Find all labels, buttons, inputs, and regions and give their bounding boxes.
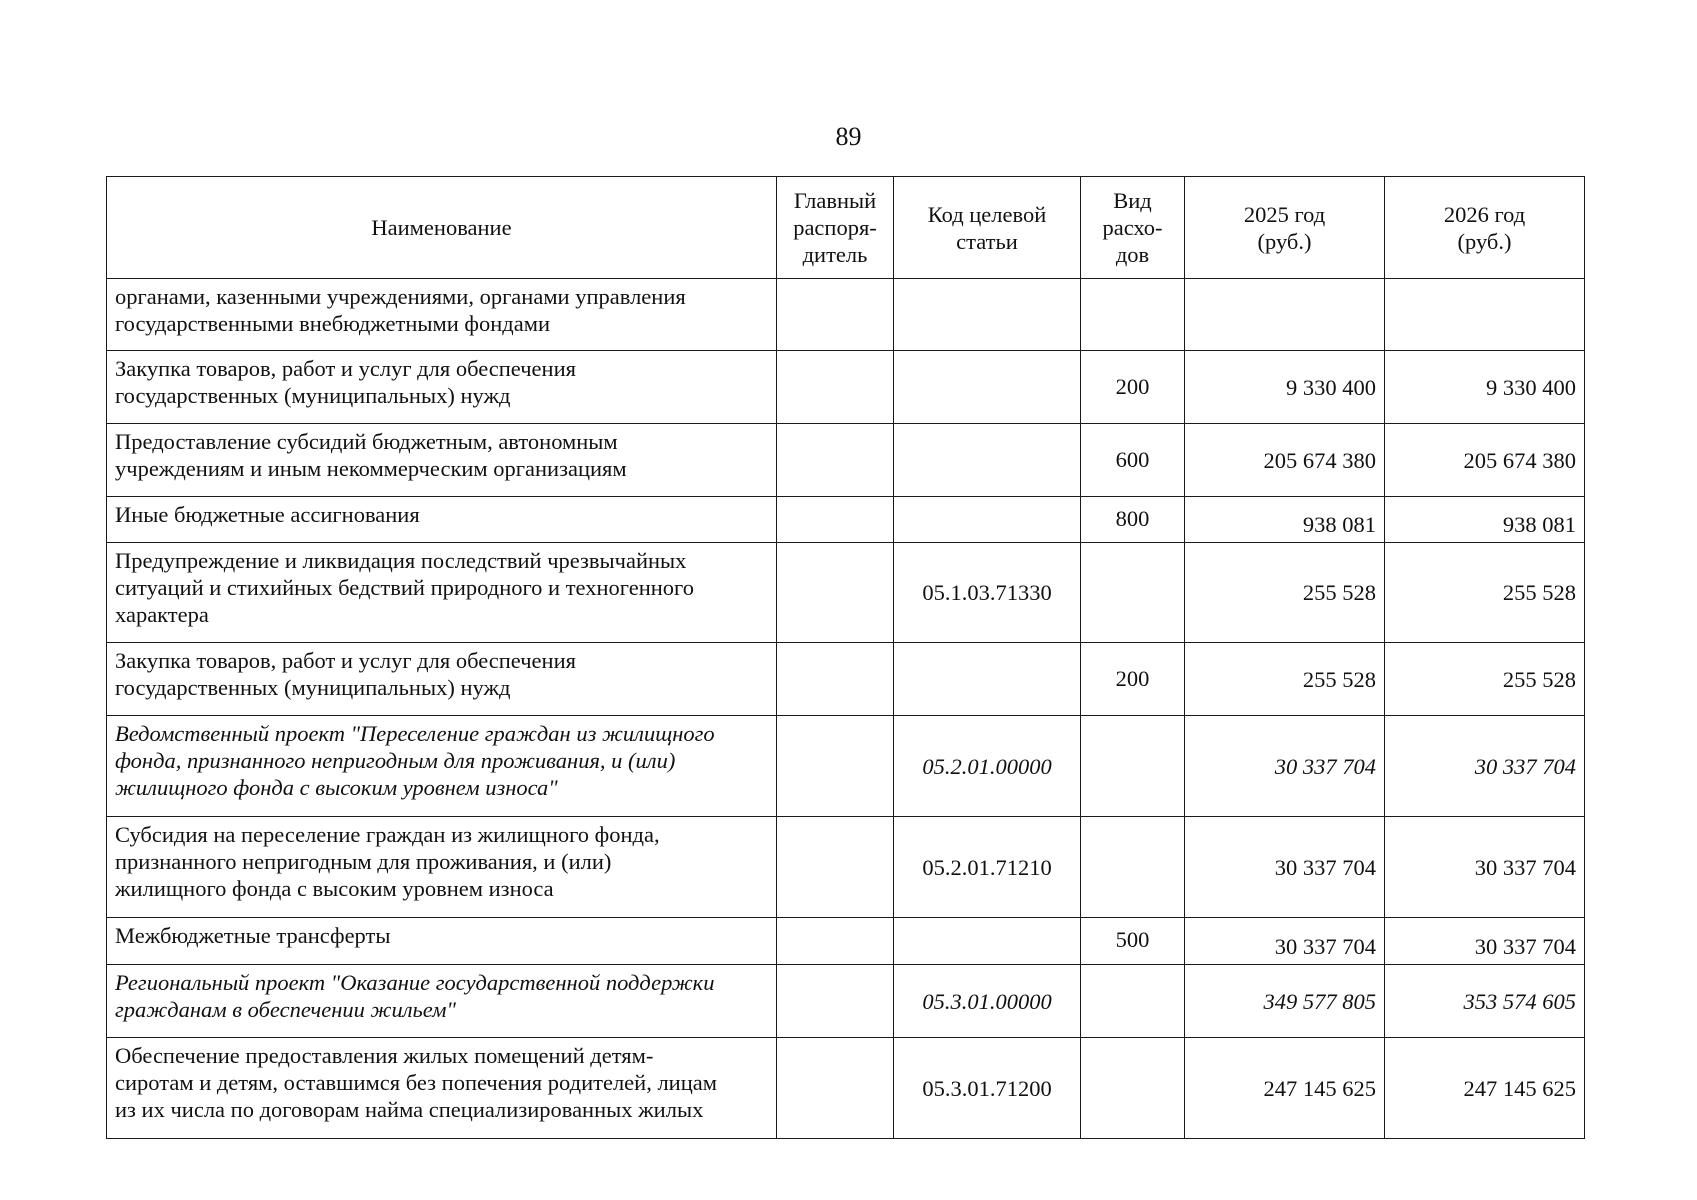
row-2025 — [1185, 279, 1385, 351]
header-row — [107, 177, 1585, 279]
row-name: Ведомственный проект "Переселение граждан из жилищного фонда, признанного непригодным для проживания, и (или) жилищного фонда с высоким уровнем износа" — [107, 716, 777, 817]
table-row — [107, 817, 1585, 918]
row-kind: 800 — [1081, 497, 1185, 543]
row-kind: 600 — [1081, 424, 1185, 497]
row-kind: 200 — [1081, 643, 1185, 716]
row-2025: 30 337 704 — [1185, 817, 1385, 918]
table-row — [107, 424, 1585, 497]
row-manager — [777, 965, 894, 1038]
row-manager — [777, 424, 894, 497]
row-2026 — [1385, 279, 1585, 351]
row-2026: 247 145 625 — [1385, 1038, 1585, 1139]
row-kind — [1081, 1038, 1185, 1139]
table-row — [107, 1038, 1585, 1139]
table-row — [107, 497, 1585, 543]
table-row — [107, 643, 1585, 716]
row-name: органами, казенными учреждениями, органами управления государственными внебюджетными фондами — [107, 279, 777, 351]
row-kind: 500 — [1081, 918, 1185, 965]
row-manager — [777, 543, 894, 643]
row-kind — [1081, 716, 1185, 817]
row-code — [894, 279, 1081, 351]
row-manager — [777, 351, 894, 424]
header-code: Код целевой статьи — [894, 177, 1081, 279]
row-code: 05.2.01.00000 — [894, 716, 1081, 817]
row-2025: 9 330 400 — [1185, 351, 1385, 424]
row-manager — [777, 497, 894, 543]
row-name: Межбюджетные трансферты — [107, 918, 777, 965]
table-row — [107, 351, 1585, 424]
row-name: Предоставление субсидий бюджетным, автономным учреждениям и иным некоммерческим организациям — [107, 424, 777, 497]
row-kind — [1081, 817, 1185, 918]
row-code — [894, 918, 1081, 965]
header-manager: Главный распоря- дитель — [777, 177, 894, 279]
row-2026: 30 337 704 — [1385, 918, 1585, 965]
header-name: Наименование — [107, 177, 777, 279]
row-name: Предупреждение и ликвидация последствий чрезвычайных ситуаций и стихийных бедствий природного и техногенного характера — [107, 543, 777, 643]
header-2025: 2025 год (руб.) — [1185, 177, 1385, 279]
row-2025: 938 081 — [1185, 497, 1385, 543]
row-code: 05.2.01.71210 — [894, 817, 1081, 918]
row-kind — [1081, 543, 1185, 643]
row-2026: 9 330 400 — [1385, 351, 1585, 424]
table-row — [107, 279, 1585, 351]
row-name: Закупка товаров, работ и услуг для обеспечения государственных (муниципальных) нужд — [107, 643, 777, 716]
table-row — [107, 716, 1585, 817]
row-code — [894, 424, 1081, 497]
row-2025: 205 674 380 — [1185, 424, 1385, 497]
page-number: 89 — [835, 122, 862, 151]
row-2025: 349 577 805 — [1185, 965, 1385, 1038]
row-2025: 255 528 — [1185, 543, 1385, 643]
row-name: Иные бюджетные ассигнования — [107, 497, 777, 543]
header-kind: Вид расхо- дов — [1081, 177, 1185, 279]
row-manager — [777, 279, 894, 351]
row-2026: 255 528 — [1385, 543, 1585, 643]
table-row — [107, 965, 1585, 1038]
row-code — [894, 643, 1081, 716]
row-2025: 247 145 625 — [1185, 1038, 1385, 1139]
row-code: 05.1.03.71330 — [894, 543, 1081, 643]
row-2026: 30 337 704 — [1385, 817, 1585, 918]
row-code: 05.3.01.00000 — [894, 965, 1081, 1038]
row-manager — [777, 1038, 894, 1139]
row-name: Субсидия на переселение граждан из жилищного фонда, признанного непригодным для проживания, и (или) жилищного фонда с высоким уровнем износа — [107, 817, 777, 918]
row-2026: 938 081 — [1385, 497, 1585, 543]
row-kind — [1081, 965, 1185, 1038]
table-row — [107, 543, 1585, 643]
row-2025: 30 337 704 — [1185, 918, 1385, 965]
row-2026: 205 674 380 — [1385, 424, 1585, 497]
row-2025: 255 528 — [1185, 643, 1385, 716]
row-manager — [777, 643, 894, 716]
row-kind — [1081, 279, 1185, 351]
row-2026: 353 574 605 — [1385, 965, 1585, 1038]
row-2026: 30 337 704 — [1385, 716, 1585, 817]
row-name: Обеспечение предоставления жилых помещений детям- сиротам и детям, оставшимся без попечения родителей, лицам из их числа по договорам найма специализированных жилых — [107, 1038, 777, 1139]
row-code: 05.3.01.71200 — [894, 1038, 1081, 1139]
row-2025: 30 337 704 — [1185, 716, 1385, 817]
row-kind: 200 — [1081, 351, 1185, 424]
row-2026: 255 528 — [1385, 643, 1585, 716]
header-2026: 2026 год (руб.) — [1385, 177, 1585, 279]
row-code — [894, 351, 1081, 424]
row-manager — [777, 716, 894, 817]
row-manager — [777, 817, 894, 918]
budget-table — [106, 176, 1585, 1139]
row-name: Региональный проект "Оказание государственной поддержки гражданам в обеспечении жильем" — [107, 965, 777, 1038]
row-code — [894, 497, 1081, 543]
row-manager — [777, 918, 894, 965]
row-name: Закупка товаров, работ и услуг для обеспечения государственных (муниципальных) нужд — [107, 351, 777, 424]
table-row — [107, 918, 1585, 965]
